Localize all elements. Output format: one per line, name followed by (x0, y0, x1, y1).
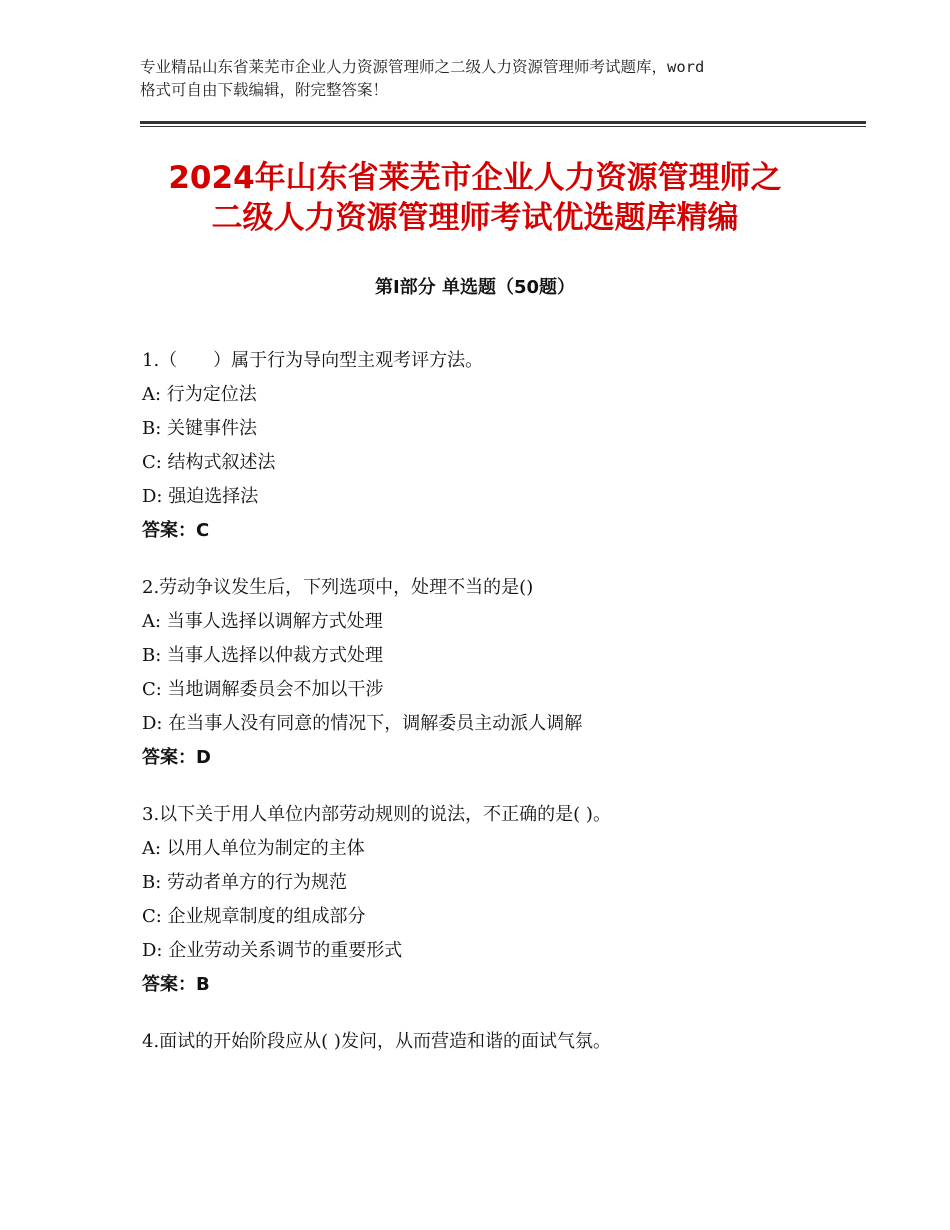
document-title (100, 158, 850, 238)
option-d: D: 企业劳动关系调节的重要形式 (142, 940, 403, 961)
question-stem: 4.面试的开始阶段应从( )发问，从而营造和谐的面试气氛。 (142, 1031, 611, 1052)
answer: 答案：C (142, 520, 210, 541)
question-1 (142, 344, 862, 548)
option-b: B: 当事人选择以仲裁方式处理 (142, 645, 384, 666)
answer: 答案：B (142, 974, 210, 995)
question-stem: 1.（ ）属于行为导向型主观考评方法。 (142, 350, 484, 371)
option-c: C: 企业规章制度的组成部分 (142, 906, 366, 927)
header-divider-thick (140, 121, 866, 124)
document-title-line-2: 二级人力资源管理师考试优选题库精编 (211, 200, 739, 236)
question-4 (142, 1025, 862, 1059)
option-c: C: 结构式叙述法 (142, 452, 276, 473)
option-d: D: 在当事人没有同意的情况下，调解委员主动派人调解 (142, 713, 583, 734)
document-title-line-1: 2024年山东省莱芜市企业人力资源管理师之 (168, 160, 782, 196)
header-note-line-1: 专业精品山东省莱芜市企业人力资源管理师之二级人力资源管理师考试题库，word (140, 58, 705, 76)
header-note (140, 56, 830, 102)
question-3 (142, 798, 862, 1002)
header-note-line-2: 格式可自由下载编辑，附完整答案！ (140, 81, 389, 99)
option-a: A: 当事人选择以调解方式处理 (142, 611, 383, 632)
option-b: B: 劳动者单方的行为规范 (142, 872, 348, 893)
option-a: A: 行为定位法 (142, 384, 257, 405)
option-c: C: 当地调解委员会不加以干涉 (142, 679, 384, 700)
question-list (142, 344, 862, 1082)
question-stem: 3.以下关于用人单位内部劳动规则的说法，不正确的是( )。 (142, 804, 611, 825)
answer: 答案：D (142, 747, 211, 768)
option-b: B: 关键事件法 (142, 418, 258, 439)
question-2 (142, 571, 862, 775)
question-stem: 2.劳动争议发生后，下列选项中，处理不当的是() (142, 577, 534, 598)
option-a: A: 以用人单位为制定的主体 (142, 838, 365, 859)
section-title: 第Ⅰ部分 单选题（50题） (374, 277, 575, 298)
option-d: D: 强迫选择法 (142, 486, 259, 507)
header-divider-thin (140, 126, 866, 127)
